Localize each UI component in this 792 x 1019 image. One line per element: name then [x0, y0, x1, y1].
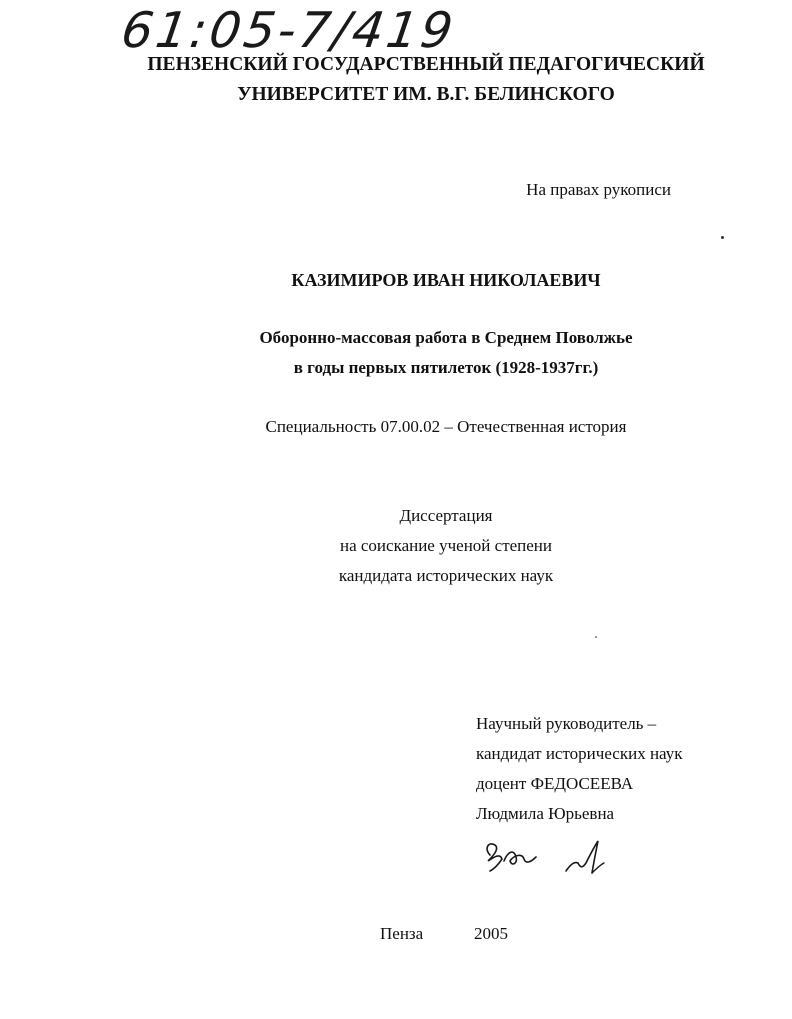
- supervisor-line-2: кандидат исторических наук: [476, 744, 683, 763]
- institution-name-line-1: ПЕНЗЕНСКИЙ ГОСУДАРСТВЕННЫЙ ПЕДАГОГИЧЕСКИЙ: [147, 54, 705, 75]
- handwritten-catalog-code: 61:05-7/419: [117, 2, 460, 59]
- supervisor-line-4: Людмила Юрьевна: [476, 804, 615, 823]
- supervisor-line-3: доцент ФЕДОСЕЕВА: [476, 774, 634, 793]
- year: 2005: [474, 924, 508, 943]
- handwritten-signature: [480, 835, 620, 880]
- manuscript-rights-note: На правах рукописи: [526, 180, 671, 199]
- supervisor-line-1: Научный руководитель –: [476, 714, 657, 733]
- scan-speck-2: [595, 636, 597, 638]
- author-name: КАЗИМИРОВ ИВАН НИКОЛАЕВИЧ: [291, 270, 601, 290]
- dissertation-title-line-1: Оборонно-массовая работа в Среднем Поволжье: [259, 328, 633, 347]
- dissertation-type-line-1: Диссертация: [399, 506, 493, 525]
- city: Пенза: [380, 924, 424, 943]
- dissertation-type-line-2: на соискание ученой степени: [339, 536, 553, 555]
- specialty-line: Специальность 07.00.02 – Отечественная история: [265, 417, 627, 436]
- scan-speck: [721, 236, 724, 239]
- dissertation-type-line-3: кандидата исторических наук: [338, 566, 554, 585]
- dissertation-title-line-2: в годы первых пятилеток (1928-1937гг.): [293, 358, 599, 377]
- institution-name-line-2: УНИВЕРСИТЕТ ИМ. В.Г. БЕЛИНСКОГО: [237, 84, 615, 105]
